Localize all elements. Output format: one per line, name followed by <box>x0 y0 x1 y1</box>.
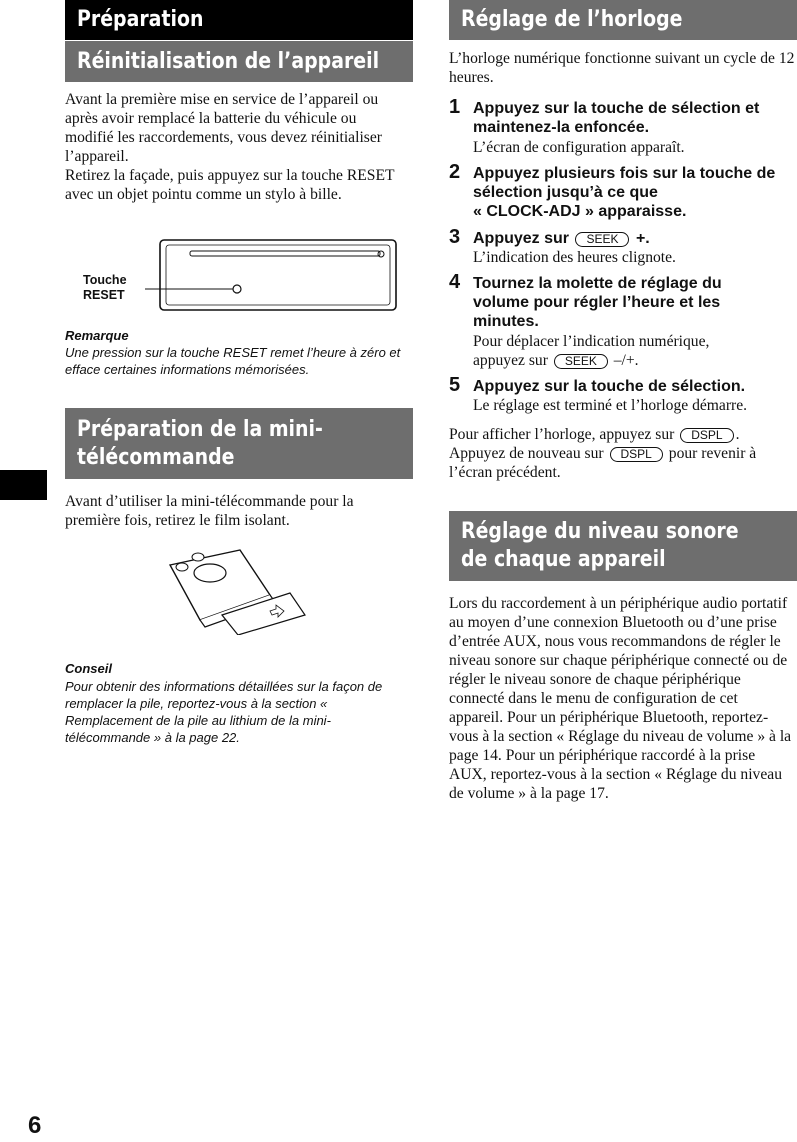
step-3-text-pre: Appuyez sur <box>473 230 570 247</box>
step-1-instruction: Appuyez sur la touche de sélection et maintenez-la enfoncée. <box>473 100 760 136</box>
note-heading: Remarque <box>65 328 129 343</box>
side-tab-marker <box>0 470 47 500</box>
display-clock-pre: Pour afficher l’horloge, appuyez sur <box>449 426 675 443</box>
remote-body: Avant d’utiliser la mini-télécommande pour la première fois, retirez le film isolant. <box>65 493 354 529</box>
reset-body-2: Retirez la façade, puis appuyez sur la touche RESET avec un objet pointu comme un stylo à bille. <box>65 167 395 203</box>
step-5-instruction: Appuyez sur la touche de sélection. <box>473 378 746 395</box>
step-4-instruction: Tournez la molette de réglage du volume pour régler l’heure et les minutes. <box>473 275 722 330</box>
remote-control-illustration <box>160 545 310 635</box>
remote-figure <box>160 545 310 635</box>
step-4-detail-pre: appuyez sur <box>473 352 548 369</box>
clock-heading: Réglage de l’horloge <box>449 0 797 40</box>
volume-heading: Réglage du niveau sonore de chaque appareil <box>449 511 797 581</box>
head-unit-illustration <box>80 234 400 314</box>
display-clock-text <box>449 425 795 482</box>
dspl-key-icon-2: DSPL <box>610 447 663 462</box>
step-5-number: 5 <box>449 374 461 396</box>
section-title: Préparation <box>65 0 413 40</box>
tip-text: Pour obtenir des informations détaillées sur la façon de remplacer la pile, reportez-vous à la section « Remplacement de la pile au lithium de la mini-télécommande » à la page 22. <box>65 679 383 745</box>
step-3-text-post: +. <box>635 230 650 247</box>
reset-body-1: Avant la première mise en service de l’appareil ou après avoir remplacé la batterie du véhicule ou modifié les raccordements, vous devez réinitialiser l’appareil. <box>65 91 382 165</box>
volume-body: Lors du raccordement à un périphérique audio portatif au moyen d’une connexion Bluetooth ou d’une prise d’entrée AUX, nous vous recommandons de régler le niveau sonore sur chaque périphérique connecté ou de régler le niveau sonore de chaque périphérique connecté dans le menu de configuration de cet appareil. Pour un périphérique Bluetooth, reportez-vous à la section « Réglage du niveau de volume » à la page 14. Pour un périphérique raccordé à la prise AUX, reportez-vous à la section « Réglage du niveau de volume » à la page 17. <box>449 595 792 802</box>
step-5-result: Le réglage est terminé et l’horloge démarre. <box>473 397 748 414</box>
seek-key-icon: SEEK <box>575 232 629 247</box>
step-3-result: L’indication des heures clignote. <box>473 249 676 266</box>
step-1-number: 1 <box>449 96 461 118</box>
step-4-detail-2 <box>473 351 639 370</box>
step-1-result: L’écran de configuration apparaît. <box>473 139 685 156</box>
remote-heading: Préparation de la mini-télécommande <box>65 408 413 479</box>
display-clock-post: . <box>735 426 740 443</box>
return-post: pour revenir à l’écran précédent. <box>449 445 757 481</box>
tip-heading: Conseil <box>65 661 112 676</box>
step-4-number: 4 <box>449 271 461 293</box>
reset-figure <box>80 234 400 314</box>
dspl-key-icon: DSPL <box>680 428 733 443</box>
return-pre: Appuyez de nouveau sur <box>449 445 604 462</box>
step-2-instruction: Appuyez plusieurs fois sur la touche de sélection jusqu’à ce que <box>473 165 776 201</box>
figure-label-touche: Touche <box>83 273 127 287</box>
page-number: 6 <box>28 1112 42 1139</box>
step-2-number: 2 <box>449 161 461 183</box>
note-text: Une pression sur la touche RESET remet l’heure à zéro et efface certaines informations mémorisées. <box>65 345 401 377</box>
step-4-detail: Pour déplacer l’indication numérique, <box>473 333 710 350</box>
figure-label-reset: RESET <box>83 288 125 302</box>
step-3-number: 3 <box>449 226 461 248</box>
step-4-detail-post: –/+. <box>613 352 639 369</box>
seek-key-icon-2: SEEK <box>554 354 608 369</box>
step-2-instruction-end: « CLOCK-ADJ » apparaisse. <box>473 203 687 220</box>
reset-button-icon <box>233 285 241 293</box>
step-3-instruction <box>473 229 650 248</box>
clock-intro: L’horloge numérique fonctionne suivant un cycle de 12 heures. <box>449 50 795 86</box>
reset-heading: Réinitialisation de l’appareil <box>65 41 413 82</box>
